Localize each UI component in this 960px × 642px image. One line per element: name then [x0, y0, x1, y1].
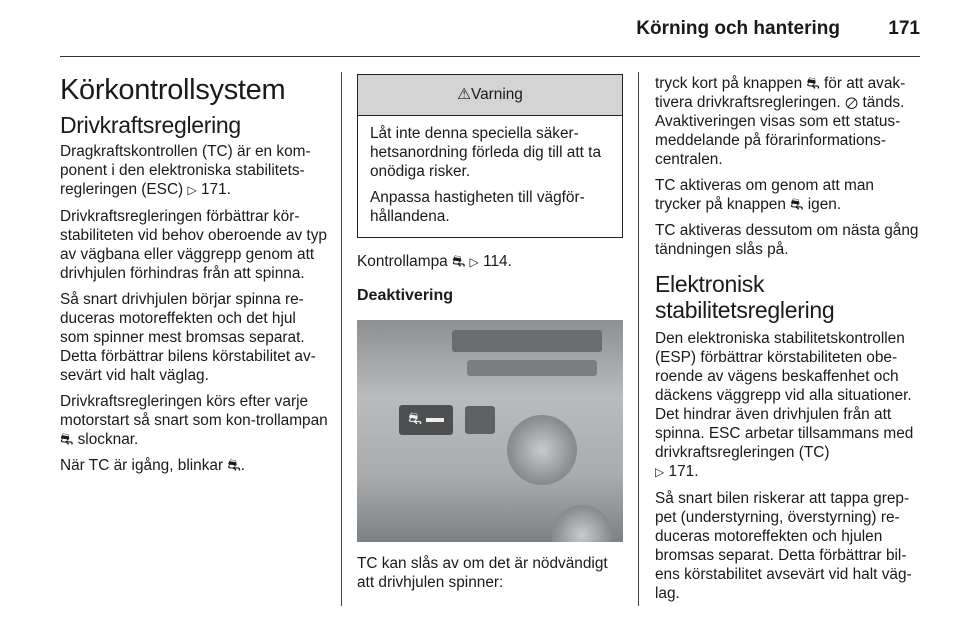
warning-text: Låt inte denna speciella säker-hetsanordning förleda dig till att ta onödiga risker. [370, 125, 602, 180]
warning-body [358, 116, 622, 237]
warning-icon: ⚠ [457, 86, 471, 103]
deactivation-heading: Deaktivering [357, 287, 454, 304]
column-1 [60, 74, 328, 482]
vent-slot [467, 360, 597, 376]
reference-arrow-icon: ▷ [187, 183, 197, 197]
paragraph: När TC är igång, blinkar ⛐. [60, 457, 245, 474]
paragraph: Så snart drivhjulen börjar spinna re-duceras motoreffekten och det hjul som spinner mest bromsas separat. Detta förbättrar bilens körstabilitet av-sevärt vid halt väglag. [60, 291, 316, 384]
header-title: Körning och hantering [636, 18, 840, 39]
paragraph: TC aktiveras om genom att man trycker på knappen ⛐ igen. [655, 177, 874, 213]
paragraph: tryck kort på knappen ⛐ för att avak-tivera drivkraftsregleringen. ⊘ tänds. Avaktiveringen visas som ett status-meddelande på förarinformations-centralen. [655, 75, 906, 168]
paragraph: Drivkraftsregleringen förbättrar kör-stabiliteten vid behov oberoende av typ av vägbana eller väggrepp genom att drivhjulen förhindras från att spinna. [60, 208, 327, 282]
subsection-title: Elektronisk stabilitetsreglering [655, 271, 835, 323]
reference-arrow-icon: ▷ [469, 255, 479, 269]
tc-lamp-icon: ⛐ [60, 431, 74, 448]
paragraph: TC aktiveras dessutom om nästa gång tändningen slås på. [655, 222, 919, 258]
control-knob [507, 415, 577, 485]
tc-button[interactable] [399, 405, 453, 435]
column-3 [655, 74, 923, 610]
control-knob [552, 505, 612, 542]
photo-caption: TC kan slås av om det är nödvändigt att drivhjulen spinner: [357, 555, 608, 591]
paragraph: Den elektroniska stabilitetskontrollen (ESP) förbättrar körstabiliteten obe-roende av vägens beskaffenhet och däckens väggrepp vid alla situationer. Det hindrar även drivhjulen från att spinna. ESC arbetar tillsammans med drivkraftsregleringen (TC) ▷ 171. [655, 330, 914, 480]
warning-box [357, 74, 623, 238]
section-title: Körkontrollsystem [60, 74, 286, 106]
header-rule [60, 56, 920, 57]
page-reference[interactable]: 114. [483, 253, 512, 270]
tc-lamp-icon: ⛐ [451, 253, 466, 270]
vent-slot [452, 330, 602, 352]
page-reference[interactable]: 171. [668, 463, 699, 480]
warning-header [358, 75, 622, 116]
tc-button-bar [426, 418, 444, 422]
tc-off-lamp-icon: ⊘ [844, 94, 859, 111]
column-2 [357, 74, 623, 599]
tc-lamp-icon: ⛐ [790, 196, 804, 213]
lamp-reference: Kontrollampa ⛐ ▷ 114. [357, 253, 512, 270]
dashboard-photo [357, 320, 623, 542]
reference-arrow-icon: ▷ [655, 465, 665, 479]
page-number: 171 [888, 18, 920, 39]
paragraph: Drivkraftsregleringen körs efter varje motorstart så snart som kon-trollampan ⛐ slocknar. [60, 393, 328, 448]
paragraph: Så snart bilen riskerar att tappa grep-pet (understyrning, överstyrning) re-duceras motoreffekten och hjulen bromsas separat. Detta förbättrar bil-ens körstabilitet avsevärt vid halt väg-lag. [655, 490, 912, 602]
warning-text: Anpassa hastigheten till vägför-hållandena. [370, 189, 585, 225]
tc-lamp-icon: ⛐ [806, 75, 820, 92]
warning-title: Varning [470, 86, 523, 103]
panel-strip [465, 406, 495, 434]
paragraph: Dragkraftskontrollen (TC) är en kom-ponent i den elektroniska stabilitets-regleringen (ESC) ▷ 171. [60, 143, 311, 198]
subsection-title: Drivkraftsreglering [60, 112, 241, 138]
column-divider-2 [638, 72, 639, 606]
tc-button-icon: ⛐ [408, 411, 422, 428]
column-divider-1 [341, 72, 342, 606]
page-reference[interactable]: 171. [200, 181, 231, 198]
tc-lamp-icon: ⛐ [227, 457, 241, 474]
